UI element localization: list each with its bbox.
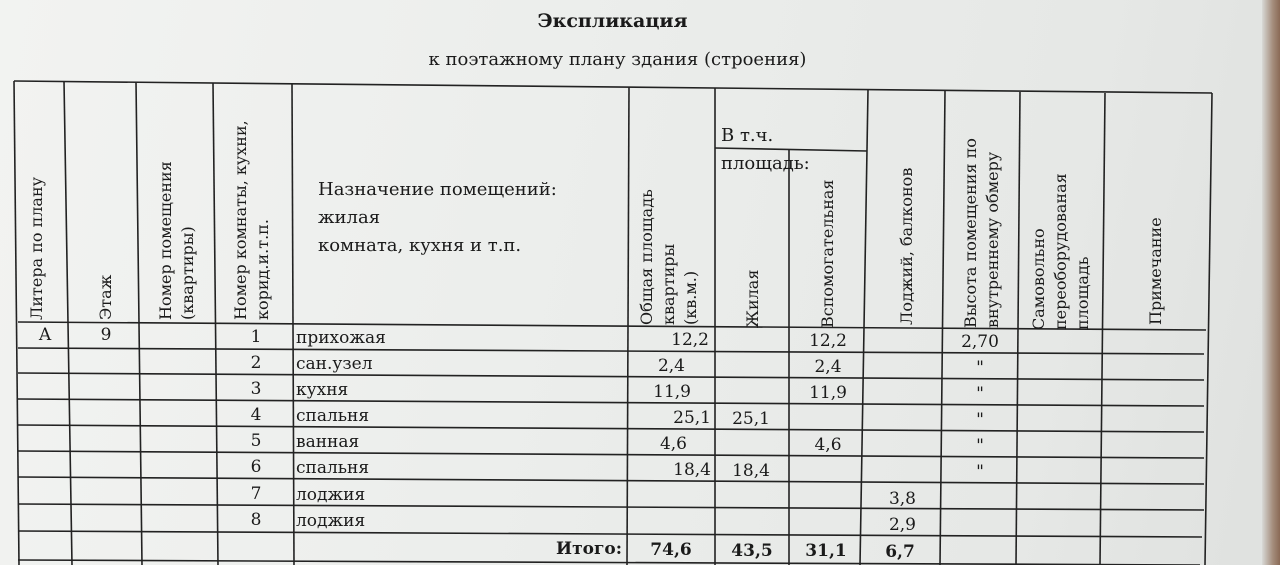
- header-vspomogatelnaya: Вспомогательная: [818, 179, 837, 328]
- cell-komnata: 6: [250, 457, 262, 477]
- cell-lodzhiy: 2,9: [888, 515, 916, 535]
- cell-vysota: ": [976, 384, 984, 404]
- cell-obshchaya: 12,2: [671, 330, 709, 350]
- cell-obshchaya: 4,6: [659, 434, 687, 454]
- cell-naznachenie: спальня: [296, 406, 370, 426]
- cell-obshchaya: 25,1: [673, 408, 711, 428]
- cell-vspom: 12,2: [809, 331, 847, 351]
- cell-komnata: 8: [250, 510, 262, 530]
- document-subtitle: к поэтажному плану здания (строения): [428, 49, 807, 70]
- cell-naznachenie: кухня: [296, 380, 349, 400]
- header-vysota: Высота помещения по внутреннему обмеру: [961, 138, 1002, 328]
- cell-vysota: ": [976, 436, 984, 456]
- header-samovolno: Самовольно переоборудованая площадь: [1029, 173, 1092, 330]
- cell-vysota: ": [976, 462, 984, 482]
- header-obshchaya: Общая площадь квартиры (кв.м.): [637, 189, 700, 325]
- cell-komnata: 3: [250, 379, 262, 399]
- total-label: Итого:: [556, 539, 622, 559]
- cell-komnata: 4: [250, 405, 262, 425]
- cell-vysota: 2,70: [961, 332, 999, 352]
- header-nomer-pomeshcheniya: Номер помещения (квартиры): [156, 161, 197, 320]
- cell-etazh: 9: [100, 325, 112, 345]
- header-v-tch: В т.ч. площадь:: [721, 125, 810, 174]
- cell-naznachenie: лоджия: [296, 511, 366, 531]
- cell-komnata: 1: [250, 327, 262, 347]
- cell-litera: А: [38, 325, 52, 345]
- document-title: Экспликация: [537, 10, 688, 32]
- cell-vspom: 2,4: [814, 357, 842, 377]
- cell-obshchaya: 18,4: [673, 460, 711, 480]
- total-lodzhiy: 6,7: [885, 542, 915, 562]
- total-obshchaya: 74,6: [650, 540, 692, 560]
- cell-komnata: 7: [250, 484, 262, 504]
- cell-obshchaya: 2,4: [657, 356, 685, 376]
- cell-naznachenie: сан.узел: [296, 354, 373, 374]
- cell-zhilaya: 25,1: [732, 409, 770, 429]
- cell-vspom: 11,9: [809, 383, 847, 403]
- header-primechanie: Примечание: [1146, 217, 1165, 325]
- cell-obshchaya: 11,9: [653, 382, 691, 402]
- total-vspom: 31,1: [805, 541, 847, 561]
- cell-naznachenie: ванная: [296, 432, 360, 452]
- cell-komnata: 2: [250, 353, 262, 373]
- header-nomer-komnaty: Номер комнаты, кухни, корид.и.т.п.: [231, 120, 272, 320]
- cell-naznachenie: спальня: [296, 458, 370, 478]
- cell-naznachenie: прихожая: [296, 328, 386, 348]
- header-zhilaya: Жилая: [743, 269, 762, 328]
- cell-vspom: 4,6: [814, 435, 842, 455]
- cell-naznachenie: лоджия: [296, 485, 366, 505]
- cell-vysota: ": [976, 358, 984, 378]
- header-lodzhiy: Лоджий, балконов: [897, 167, 916, 325]
- cell-komnata: 5: [250, 431, 262, 451]
- header-litera: Литера по плану: [27, 176, 46, 320]
- header-etazh: Этаж: [96, 274, 115, 320]
- cell-zhilaya: 18,4: [732, 461, 770, 481]
- total-zhilaya: 43,5: [731, 541, 773, 561]
- cell-vysota: ": [976, 410, 984, 430]
- cell-lodzhiy: 3,8: [888, 489, 916, 509]
- header-naznachenie: Назначение помещений: жилая комната, кухня и т.п.: [318, 179, 557, 256]
